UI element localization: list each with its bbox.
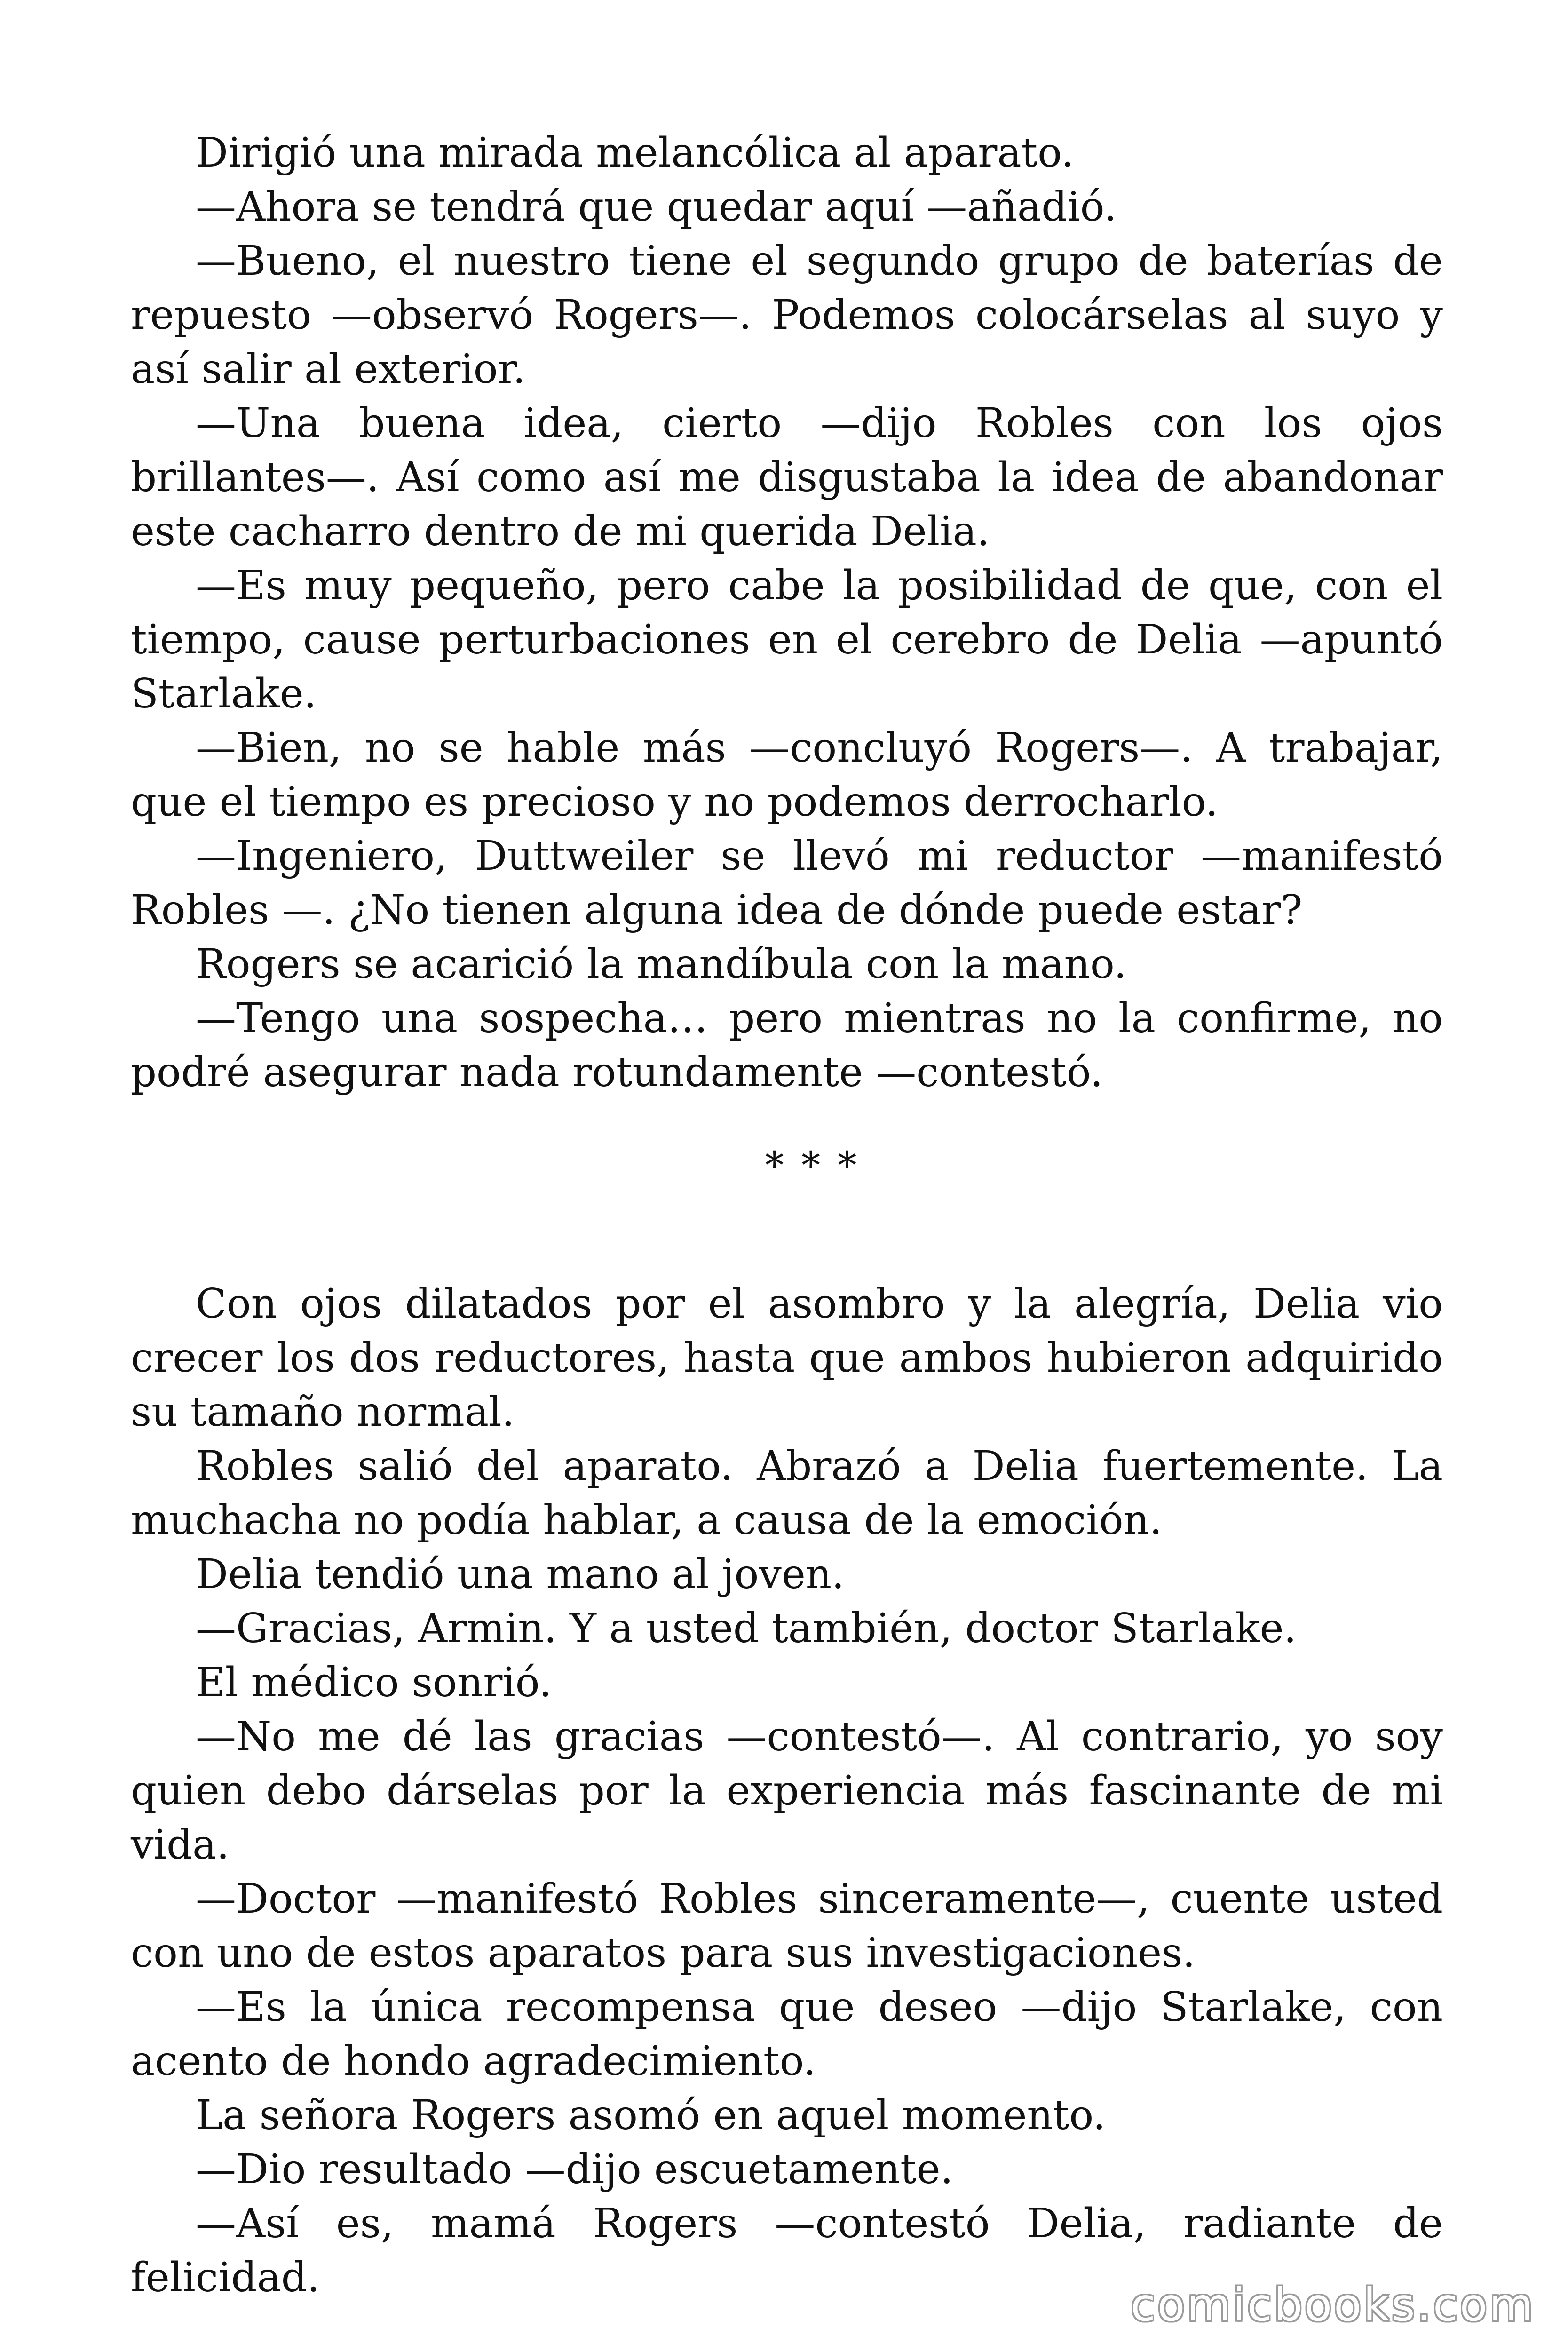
paragraph: —Es muy pequeño, pero cabe la posibilidad de que, con el tiempo, cause perturbaciones en el cerebro de Delia —apuntó Starlake. <box>131 562 1443 717</box>
paragraph: —Doctor —manifestó Robles sinceramente—, cuente usted con uno de estos aparatos para sus investigaciones. <box>131 1875 1443 1977</box>
paragraph: —Tengo una sospecha… pero mientras no la confirme, no podré asegurar nada rotundamente —contestó. <box>131 995 1443 1096</box>
paragraph: —Es la única recompensa que deseo —dijo Starlake, con acento de hondo agradecimiento. <box>131 1984 1443 2085</box>
paragraph: —Gracias, Armin. Y a usted también, doctor Starlake. <box>196 1605 1297 1652</box>
paragraph: Robles salió del aparato. Abrazó a Delia fuertemente. La muchacha no podía hablar, a causa de la emoción. <box>131 1443 1443 1544</box>
paragraph: —Bueno, el nuestro tiene el segundo grupo de baterías de repuesto —observó Rogers—. Podemos colocárselas al suyo y así salir al exterior. <box>131 238 1443 393</box>
paragraph: Con ojos dilatados por el asombro y la alegría, Delia vio crecer los dos reductores, hasta que ambos hubieron adquirido su tamaño normal. <box>131 1280 1443 1436</box>
paragraph: Rogers se acarició la mandíbula con la mano. <box>196 941 1127 988</box>
paragraph: —Dio resultado —dijo escuetamente. <box>196 2146 953 2193</box>
paragraph: La señora Rogers asomó en aquel momento. <box>196 2092 1106 2139</box>
paragraph: Delia tendió una mano al joven. <box>196 1551 845 1598</box>
paragraph: —Una buena idea, cierto —dijo Robles con los ojos brillantes—. Así como así me disgustaba la idea de abandonar este cacharro dentro de mi querida Delia. <box>131 400 1443 555</box>
section-separator: * * * <box>765 1144 860 1187</box>
paragraph: —No me dé las gracias —contestó—. Al contrario, yo soy quien debo dárselas por la experiencia más fascinante de mi vida. <box>131 1713 1443 1868</box>
text-section-one <box>131 126 1443 1100</box>
watermark: comicbooks.com <box>1130 2279 1535 2331</box>
paragraph: —Bien, no se hable más —concluyó Rogers—. A trabajar, que el tiempo es precioso y no podemos derrocharlo. <box>131 724 1443 826</box>
paragraph: —Ingeniero, Duttweiler se llevó mi reductor —manifestó Robles —. ¿No tienen alguna idea de dónde puede estar? <box>131 833 1443 934</box>
paragraph: Dirigió una mirada melancólica al aparato. <box>196 129 1074 176</box>
text-section-two <box>131 1277 1443 2305</box>
paragraph: —Ahora se tendrá que quedar aquí —añadió. <box>196 183 1117 230</box>
paragraph: El médico sonrió. <box>196 1659 552 1706</box>
paragraph: —Así es, mamá Rogers —contestó Delia, radiante de felicidad. <box>131 2200 1443 2301</box>
